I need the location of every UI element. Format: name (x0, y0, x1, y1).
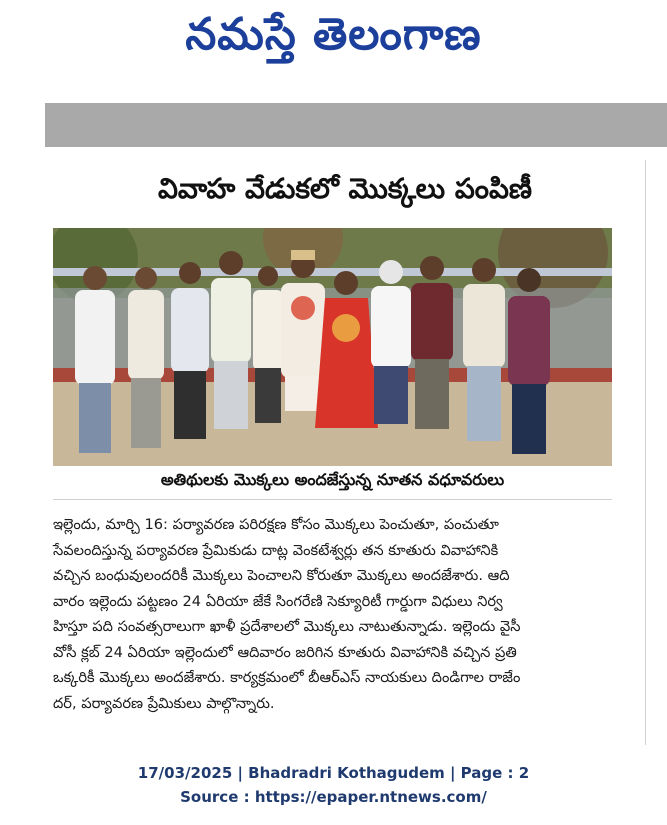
newspaper-logo: నమస్తే తెలంగాణ (185, 9, 482, 60)
body-line: దర్, పర్యావరణ ప్రేమికులు పాల్గొన్నారు. (53, 694, 275, 712)
body-line: వచ్చిన బంధువులందరికీ మొక్కలు పెంచాలని కోరుతూ మొక్కలు అందజేశారు. ఆది (53, 567, 510, 584)
body-line: ఒక్కరికీ మొక్కలు అందజేశారు. కార్యక్రమంలో బీఆర్ఎస్ నాయకులు దిండిగాల రాజేం (53, 669, 521, 686)
photo-illustration (53, 228, 612, 466)
footer-date-edition: 17/03/2025 | Bhadradri Kothagudem | Page : 2 (137, 764, 530, 782)
body-line: వోసీ క్లబ్ 24 ఏరియా ఇల్లెందులో ఆదివారం జరిగిన కూతురు వివాహానికి వచ్చిన ప్రతి (53, 643, 517, 661)
body-line: హిస్తూ పది సంవత్సరాలుగా ఖాళీ ప్రదేశాలలో మొక్కలు నాటుతున్నాడు. ఇల్లెందు వైసీ (53, 618, 521, 635)
article-headline: వివాహ వేడుకలో మొక్కలు పంపిణీ (157, 172, 532, 205)
column-divider (645, 160, 646, 745)
body-line: సేవలందిస్తున్న పర్యావరణ ప్రేమికుడు దాట్ల వెంకటేశ్వర్లు తన కూతురు వివాహానికి (53, 541, 499, 559)
photo-caption: అతిథులకు మొక్కలు అందజేస్తున్న నూతన వధూవరులు (160, 470, 505, 489)
body-line: ఇల్లెందు, మార్చి 16: పర్యావరణ పరిరక్షణ కోసం మొక్కలు పెంచుతూ, పంచుతూ (53, 516, 499, 533)
article-photo (53, 228, 612, 466)
header-bar (45, 103, 667, 147)
masthead (0, 0, 667, 80)
body-line: వారం ఇల్లెందు పట్టణం 24 ఏరియా జేకే సింగరేణి సెక్యూరిటీ గార్డుగా విధులు నిర్వ (53, 592, 503, 610)
article-body (53, 512, 643, 716)
footer-source-link[interactable]: Source : https://epaper.ntnews.com/ (180, 788, 487, 806)
page-footer (0, 761, 667, 809)
caption-divider (53, 499, 612, 500)
